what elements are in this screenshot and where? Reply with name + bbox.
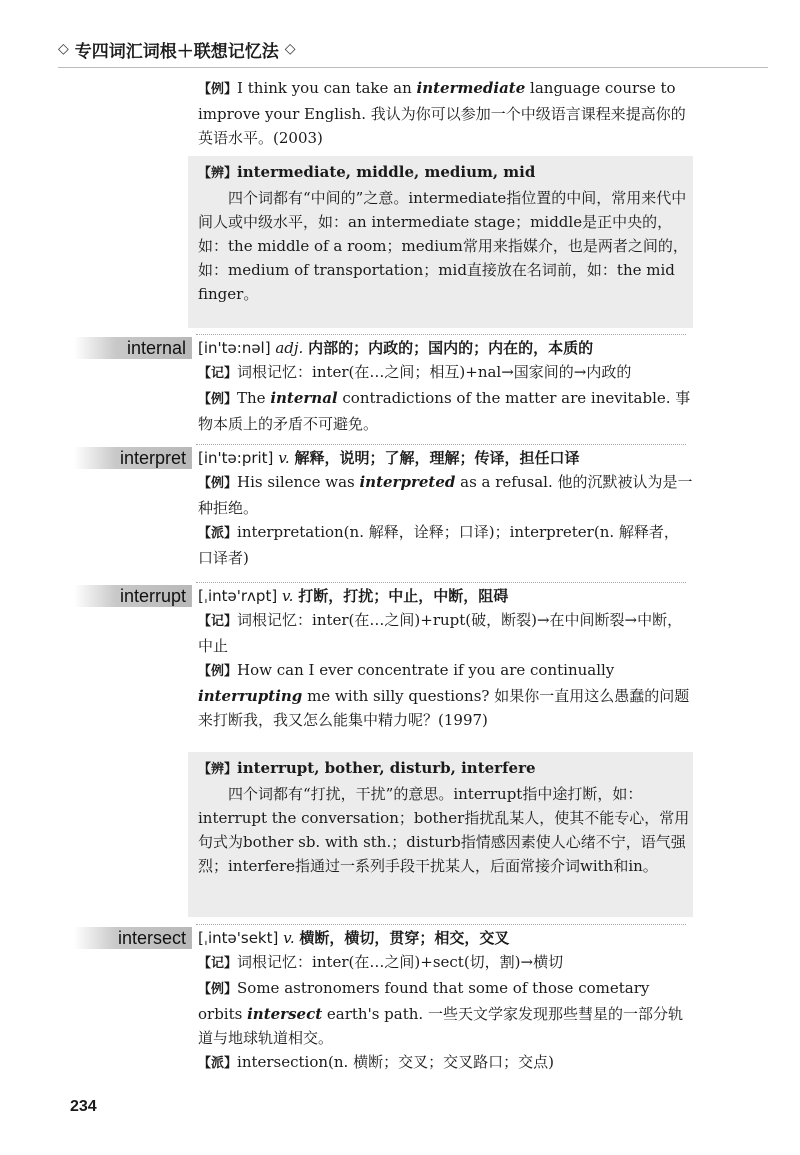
page-number: 234 xyxy=(70,1098,97,1115)
intermediate-compare: 【辨】intermediate, middle, medium, mid 四个词都有“中间的”之意。intermediate指位置的中间，常用来代中间人或中级水平，如：an intermediate stage；middle是正中央的，如：the middle of a room；medium常用来指媒介，也是两者之间的，如：medium of transportation；mid直接放在名词前，如：the mid finger。 xyxy=(198,160,693,306)
interpret-entry: [in'tə:prit] v. 解释，说明；了解，理解；传译，担任口译 【例】His silence was interpreted as a refusal. 他的沉默被认为是一种拒绝。 【派】interpretation(n. 解释，诠释；口译)；interpreter(n. 解释者，口译者) xyxy=(198,449,693,567)
header-title: 专四词汇词根＋联想记忆法 xyxy=(74,41,279,62)
compare-title: intermediate, middle, medium, mid xyxy=(237,163,536,181)
headword-intersect: intersect xyxy=(74,927,192,949)
diamond-ornament-icon: ◇ xyxy=(284,41,296,57)
headword-internal: internal xyxy=(74,337,192,359)
internal-entry: [in'tə:nəl] adj. 内部的；内政的；国内的；内在的，本质的 【记】词根记忆：inter(在…之间；相互)+nal→国家间的→内政的 【例】The internal contradictions of the matter are inevitable. 事物本质上的矛盾不可避免。 xyxy=(198,339,691,433)
running-header xyxy=(58,34,748,64)
headword-interpret: interpret xyxy=(74,447,192,469)
intermediate-example: 【例】I think you can take an intermediate language course to improve your English. 我认为你可以参加一个中级语言课程来提高你的英语水平。(2003) xyxy=(198,79,686,147)
interrupt-entry: [ˌintə'rʌpt] v. 打断，打扰；中止，中断，阻碍 【记】词根记忆：inter(在…之间)+rupt(破，断裂)→在中间断裂→中断，中止 【例】How can I ever concentrate if you are continually interrupting me with silly questions? 如果你一直用这么愚蠢的问题来打断我，我又怎么能集中精力呢？(1997) xyxy=(198,587,690,729)
compare-title: interrupt, bother, disturb, interfere xyxy=(237,759,536,777)
diamond-ornament-icon: ◇ xyxy=(58,41,69,57)
headword-interrupt: interrupt xyxy=(74,585,192,607)
compare-body: 四个词都有“中间的”之意。intermediate指位置的中间，常用来代中间人或中级水平，如：an intermediate stage；middle是正中央的，如：the middle of a room；medium常用来指媒介，也是两者之间的，如：medium of transportation；mid直接放在名词前，如：the mid finger。 xyxy=(198,189,688,303)
compare-body: 四个词都有“打扰，干扰”的意思。interrupt指中途打断，如：interrupt the conversation；bother指扰乱某人，使其不能专心，常用句式为bother sb. with sth.；disturb指情感因素使人心绪不宁，语气强烈；interfere指通过一系列手段干扰某人，后面常接介词with和in。 xyxy=(198,785,690,875)
interrupt-compare: 【辨】interrupt, bother, disturb, interfere 四个词都有“打扰，干扰”的意思。interrupt指中途打断，如：interrupt the conversation；bother指扰乱某人，使其不能专心，常用句式为bother sb. with sth.；disturb指情感因素使人心绪不宁，语气强烈；interfere指通过一系列手段干扰某人，后面常接介词with和in。 xyxy=(198,756,693,878)
intersect-entry: [ˌintə'sekt] v. 横断，横切，贯穿；相交，交叉 【记】词根记忆：inter(在…之间)+sect(切，割)→横切 【例】Some astronomers found that some of those cometary orbits intersect earth's path. 一些天文学家发现那些彗星的一部分轨道与地球轨道相交。 【派】intersection(n. 横断；交叉；交叉路口；交点) xyxy=(198,929,683,1071)
